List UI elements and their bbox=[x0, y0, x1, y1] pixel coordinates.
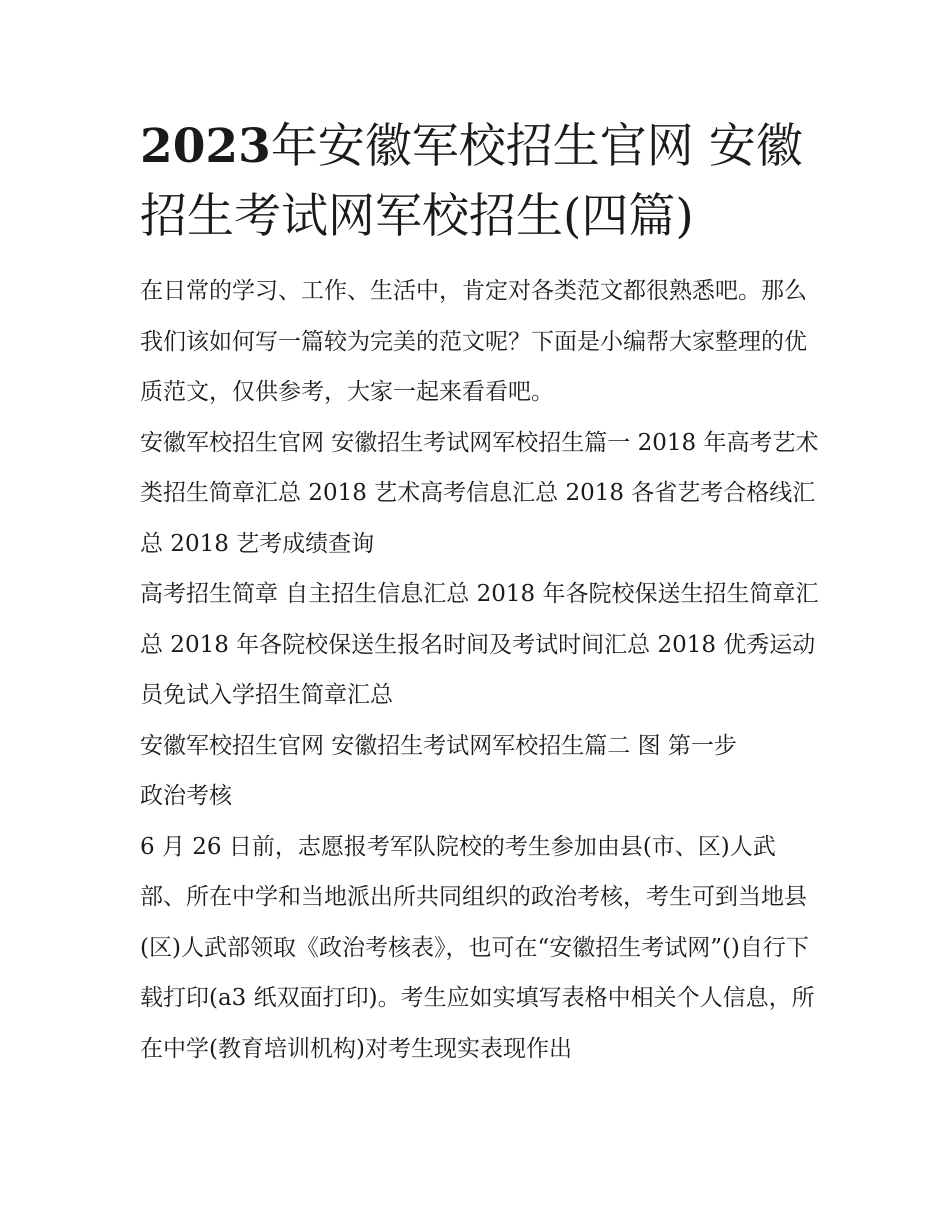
intro-paragraph: 在日常的学习、工作、生活中，肯定对各类范文都很熟悉吧。那么我们该如何写一篇较为完美的范文呢？下面是小编帮大家整理的优质范文，仅供参考，大家一起来看看吧。 bbox=[140, 278, 807, 405]
paragraph-political-review: 6 月 26 日前，志愿报考军队院校的考生参加由县(市、区)人武部、所在中学和当地派出所共同组织的政治考核，考生可到当地县(区)人武部领取《政治考核表》，也可在“安徽招生考试网”()自行下载打印(a3 纸双面打印)。考生应如实填写表格中相关个人信息，所在中学(教育培训机构)对考生现实表现作出 bbox=[140, 833, 815, 1062]
paragraph-admissions-list: 高考招生简章 自主招生信息汇总 2018 年各院校保送生招生简章汇总 2018 年各院校保送生报名时间及考试时间汇总 2018 优秀运动员免试入学招生简章汇总 bbox=[140, 581, 819, 708]
title-text: 年安徽军校招生官网 安徽招生考试网军校招生(四篇) bbox=[140, 119, 803, 244]
document-page bbox=[140, 112, 820, 1074]
paragraph-political-review-heading: 政治考核 bbox=[140, 783, 232, 809]
document-body bbox=[140, 266, 820, 1074]
title-year: 2023 bbox=[140, 119, 271, 174]
paragraph-part-one: 安徽军校招生官网 安徽招生考试网军校招生篇一 2018 年高考艺术类招生简章汇总 2018 艺术高考信息汇总 2018 各省艺考合格线汇总 2018 艺考成绩查询 bbox=[140, 429, 819, 557]
paragraph-part-two: 安徽军校招生官网 安徽招生考试网军校招生篇二 图 第一步 bbox=[140, 732, 737, 759]
document-title bbox=[140, 112, 820, 252]
